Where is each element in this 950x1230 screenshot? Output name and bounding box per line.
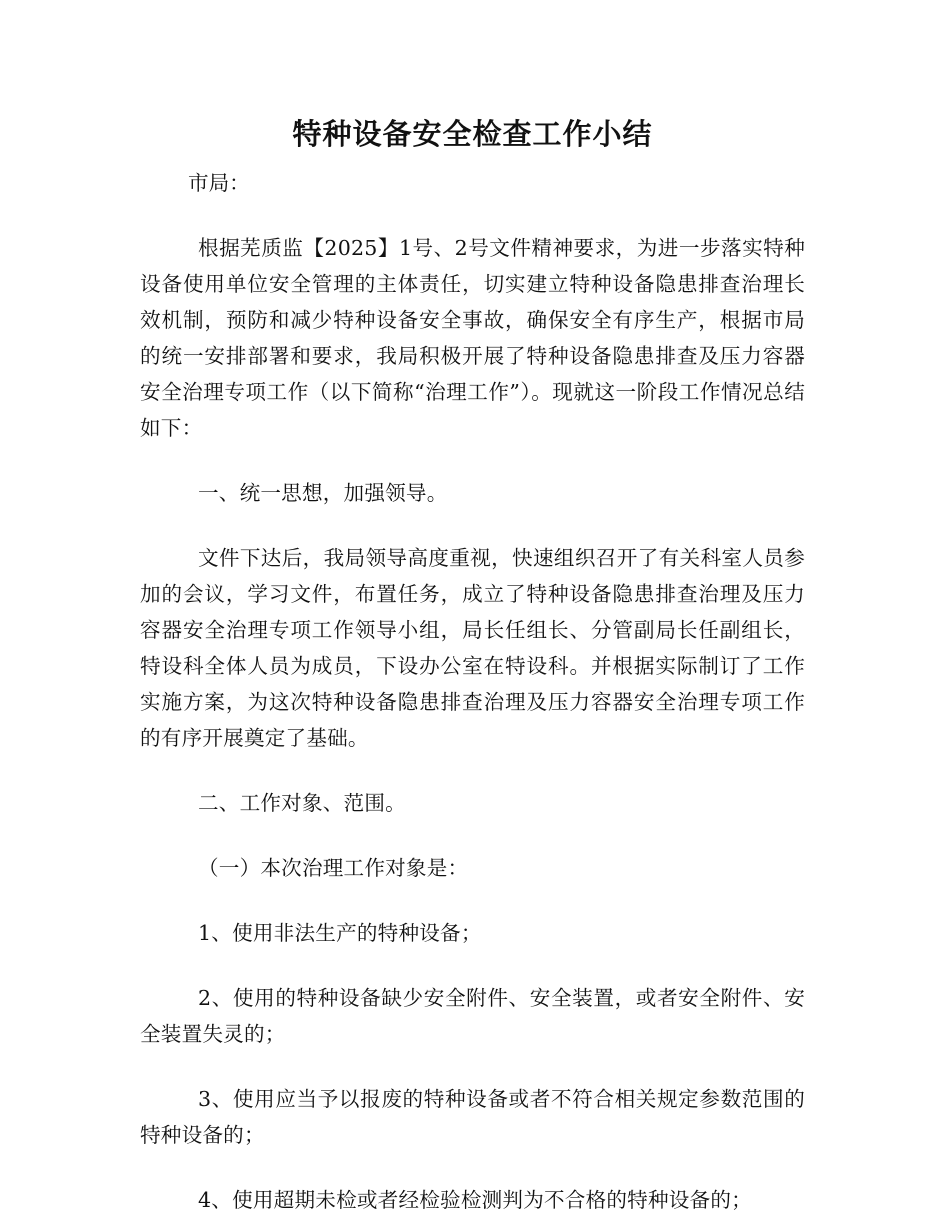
document-body — [140, 112, 805, 1218]
paragraph-section-1: 文件下达后，我局领导高度重视，快速组织召开了有关科室人员参加的会议，学习文件，布置任务，成立了特种设备隐患排查治理及压力容器安全治理专项工作领导小组，局长任组长、分管副局长任副组长，特设科全体人员为成员，下设办公室在特设科。并根据实际制订了工作实施方案，为这次特种设备隐患排查治理及压力容器安全治理专项工作的有序开展奠定了基础。 — [140, 546, 805, 750]
list-item-3: 3、使用应当予以报废的特种设备或者不符合相关规定参数范围的特种设备的； — [140, 1087, 805, 1147]
greeting-line: 市局： — [188, 171, 250, 195]
section-heading-1: 一、统一思想，加强领导。 — [198, 481, 448, 505]
subsection-heading-1: （一）本次治理工作对象是： — [198, 856, 469, 880]
list-item-1: 1、使用非法生产的特种设备； — [198, 921, 482, 945]
paragraph-intro: 根据芜质监【2025】1号、2号文件精神要求，为进一步落实特种设备使用单位安全管理的主体责任，切实建立特种设备隐患排查治理长效机制，预防和减少特种设备安全事故，确保安全有序生产，根据市局的统一安排部署和要求，我局积极开展了特种设备隐患排查及压力容器安全治理专项工作（以下简称“治理工作”）。现就这一阶段工作情况总结如下： — [140, 236, 805, 440]
document-title: 特种设备安全检查工作小结 — [292, 117, 653, 151]
list-item-2: 2、使用的特种设备缺少安全附件、安全装置，或者安全附件、安全装置失灵的； — [140, 986, 805, 1046]
section-heading-2: 二、工作对象、范围。 — [198, 791, 406, 815]
list-item-4: 4、使用超期未检或者经检验检测判为不合格的特种设备的； — [198, 1188, 752, 1212]
